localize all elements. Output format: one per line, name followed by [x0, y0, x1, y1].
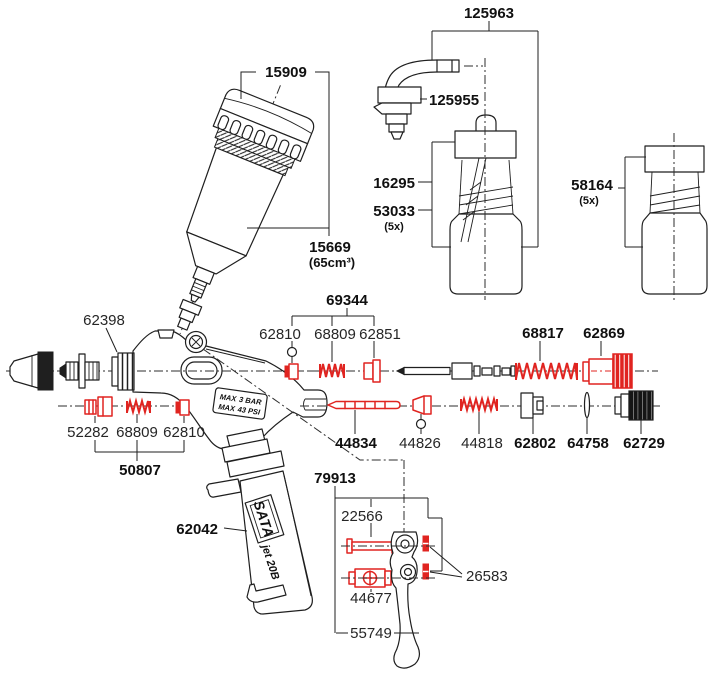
label-125955: 125955 [429, 92, 480, 109]
label-62729: 62729 [623, 435, 665, 452]
needle-packing-group [285, 348, 632, 389]
bottle1-body [450, 214, 522, 294]
part-62851-right [373, 360, 380, 382]
label-16295: 16295 [373, 175, 415, 192]
label-79913: 79913 [314, 470, 356, 487]
part-62869-body [589, 359, 613, 384]
needle-collar-5 [511, 366, 515, 376]
label-53033: 53033 [373, 203, 415, 220]
pressure-l1-max: MAX [219, 392, 237, 404]
part-62869-collar [583, 362, 589, 381]
label-26583: 26583 [466, 568, 508, 585]
bottle2-neck-right [698, 172, 700, 213]
bottle1-cap-dome [476, 115, 496, 132]
bottle-2 [642, 133, 707, 300]
spring-44818 [461, 399, 497, 411]
part-44834-needle [328, 402, 400, 409]
leaders-needle-row [292, 341, 374, 363]
label-64758: 64758 [567, 435, 609, 452]
retaining-ring-lip [112, 357, 118, 386]
bottle1-threads [459, 187, 513, 214]
fluid-needle-group [328, 391, 653, 429]
label-44834: 44834 [335, 435, 377, 452]
bracket-50807 [95, 440, 184, 461]
bottle2-neck-left [650, 172, 652, 213]
handle-hang-tab [207, 479, 241, 497]
label-125963: 125963 [463, 5, 515, 22]
label-58164-qty: (5x) [579, 195, 599, 207]
part-62802-left [521, 393, 533, 418]
needle-collar-3 [494, 366, 500, 376]
part-44826-nozzle [413, 396, 431, 414]
label-44677: 44677 [350, 590, 392, 607]
pressure-l2-value: 43 PSI [237, 404, 261, 417]
label-55749: 55749 [350, 625, 392, 642]
label-22566: 22566 [341, 508, 383, 525]
label-50807: 50807 [119, 462, 161, 479]
label-69344: 69344 [326, 292, 368, 309]
nozzle-tip [60, 364, 66, 378]
elbow-tip [437, 60, 459, 72]
pressure-l1-value: 3 BAR [238, 394, 263, 407]
label-44818: 44818 [461, 435, 503, 452]
bracket-69344 [292, 308, 374, 326]
nozzle-body [66, 362, 78, 380]
label-58164: 58164 [571, 177, 613, 194]
needle-collar-4 [502, 368, 510, 375]
part-52282-b [98, 397, 112, 416]
part-62802-notch [537, 401, 543, 410]
part-62869-knurl [613, 354, 632, 388]
needle-shaft [404, 368, 450, 375]
o-ring-62810 [288, 348, 297, 357]
label-62802: 62802 [514, 435, 556, 452]
label-52282: 52282 [67, 424, 109, 441]
air-cap-ring [38, 352, 53, 390]
label-68809-lower: 68809 [116, 424, 158, 441]
label-15669-volume: (65cm³) [308, 255, 356, 270]
needle-collar-2 [482, 368, 492, 375]
label-62869: 62869 [583, 325, 625, 342]
gun-cup-seat [158, 330, 174, 338]
swivel-tip [391, 132, 403, 139]
label-62042: 62042 [176, 521, 218, 538]
model-text: jet 20B [258, 543, 282, 582]
retaining-ring [118, 353, 134, 390]
leader-62398 [106, 328, 117, 352]
swivel-step2 [389, 124, 404, 132]
leader-62042 [224, 528, 247, 531]
swivel-step1 [386, 114, 407, 124]
air-cap-assembly [10, 352, 134, 390]
brand-text: SATA [250, 498, 278, 540]
pressure-l2-max: MAX [217, 402, 236, 414]
part-62810-body [289, 364, 298, 379]
needle-collar-1 [474, 366, 480, 376]
leaders-68817-62869 [540, 341, 601, 361]
gravity-cup [136, 68, 324, 352]
part-64758-pin [585, 393, 590, 418]
part-62729-body [621, 394, 629, 417]
part-26583-clips [423, 536, 429, 579]
label-62810-lower: 62810 [163, 424, 205, 441]
part-62810-lower-body [180, 400, 189, 415]
leaders-screw-row [355, 410, 641, 434]
o-ring-44826 [417, 420, 426, 429]
label-68817: 68817 [522, 325, 564, 342]
part-62851-left [364, 363, 373, 379]
label-62851: 62851 [359, 326, 401, 343]
swivel-nut-knurl [378, 87, 421, 103]
label-15909: 15909 [265, 64, 307, 81]
bottle2-threads [650, 187, 700, 213]
label-44826: 44826 [399, 435, 441, 452]
needle-hex [452, 363, 472, 379]
needle-tip [397, 368, 404, 375]
label-68809-upper: 68809 [314, 326, 356, 343]
air-cap-cone [10, 354, 38, 388]
label-62398: 62398 [83, 312, 125, 329]
part-62729-knurl [629, 391, 653, 420]
fluid-nozzle-flange [79, 354, 85, 388]
bottle1-neck-left [459, 160, 462, 214]
spring-68809-lower [127, 401, 150, 413]
leaders-26583 [430, 547, 462, 577]
part-62729-ring [615, 397, 621, 414]
part-52282-a [85, 400, 96, 414]
label-62810-upper: 62810 [259, 326, 301, 343]
label-15669: 15669 [309, 239, 351, 256]
swivel-collar [374, 103, 411, 114]
label-53033-qty: (5x) [384, 221, 404, 233]
